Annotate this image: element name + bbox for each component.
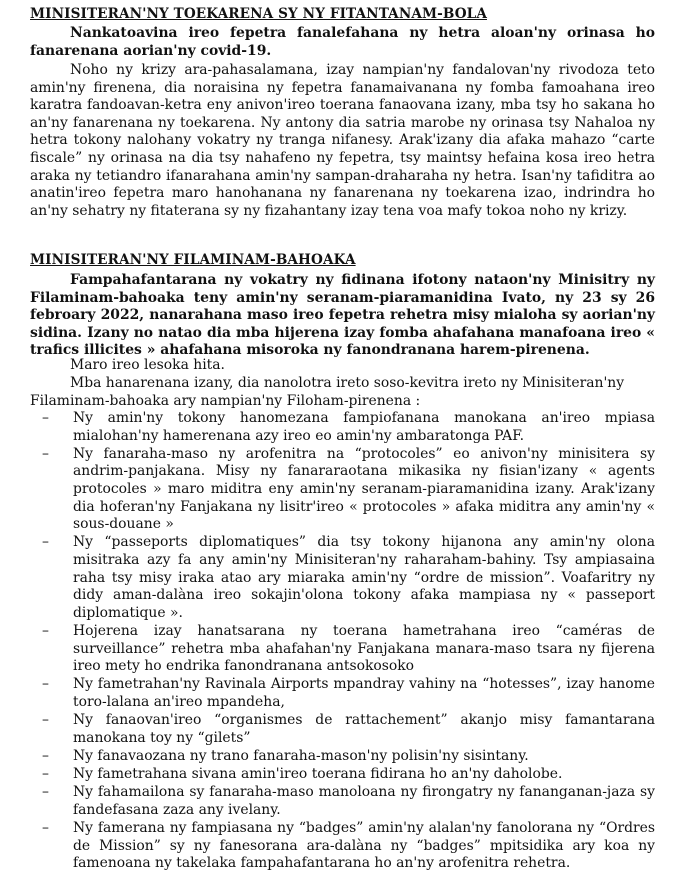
section2-heading: MINISITERAN'NY FILAMINAM-BAHOAKA — [30, 252, 356, 268]
section1-body: Noho ny krizy ara-pahasalamana, izay nampian'ny fandalovan'ny rivodoza teto amin'ny firenena, dia noraisina ny fepetra fanamaivanana ny fomba famoahana ireo karatra fandoavan-ketra eny anivon'ireo toerana fanaovana izany, mba tsy ho sakana ho an'ny fanarenana ny toekarena. Ny antony dia satria marobe ny orinasa tsy Nahaloa ny hetra tokony nalohany vokatry ny tranga nifanesy. Arak'izany dia afaka mahazo “carte fiscale” ny orinasa na dia tsy nahafeno ny fepetra, tsy maintsy hefaina kosa ireo hetra araka ny tetiandro ifanarahana amin'ny sampan-draharaha ny hetra. Isan'ny tafiditra ao anatin'ireo fepetra maro hanohanana ny fanarenana ny toekarena izao, indrindra ho an'ny sehatry ny fitaterana sy ny fizahantany izay tena voa mafy tokoa noho ny krizy. — [30, 62, 655, 219]
bullet-dash: – — [42, 820, 49, 836]
section1-heading: MINISITERAN'NY TOEKARENA SY NY FITANTANAM-BOLA — [30, 6, 487, 22]
list-item — [30, 676, 655, 711]
bullet-dash: – — [42, 622, 49, 639]
section2-line1: Maro ireo lesoka hita. — [70, 357, 225, 373]
list-item-text: Ny “passeports diplomatiques” dia tsy tokony hijanona any amin'ny olona misitraka azy fa any amin'ny Minisiteran'ny raharaham-bahiny. Tsy ampiasaina raha tsy misy iraka atao ary miaraka amin'ny “ordre de mission”. Voafaritry ny didy aman-dalàna ireo sokajin'olona tokony afaka mampiasa ny « passeport diplomatique ». — [73, 534, 655, 621]
list-item-text: Ny famerana ny fampiasana ny “badges” amin'ny alalan'ny fanolorana ny “Ordres de Mission” sy ny fanesorana ara-dalàna ny “badges” mpitsidika ary koa ny famenoana ny takelaka fampahafantarana ho an'ny arofenitra rehetra. — [73, 820, 655, 872]
bullet-dash: – — [42, 766, 49, 783]
measures-list — [30, 410, 655, 873]
list-item-text: Ny fahamailona sy fanaraha-maso manoloana ny firongatry ny fananganan-jaza sy fandefasana zaza any ivelany. — [73, 784, 655, 818]
list-item — [30, 784, 655, 819]
list-item — [30, 410, 655, 445]
bullet-dash: – — [42, 712, 49, 729]
section2-lead: Fampahafantarana ny vokatry ny fidinana ifotony nataon'ny Minisitry ny Filaminam-bahoaka teny amin'ny seranam-piaramanidina Ivato, ny 23 sy 26 febroary 2022, nanarahana maso ireo fepetra rehetra misy mialoha sy aorian'ny sidina. Izany no natao dia mba hijerena izay fomba ahafahana manafoana ireo « trafics illicites » ahafahana misoroka ny fanondranana harem-pirenena. — [30, 272, 655, 359]
list-item-text: Hojerena izay hanatsarana ny toerana hametrahana ireo “caméras de surveillance” rehetra mba ahafahan'ny Fanjakana manara-maso tsara ny fijerena ireo mety ho endrika fanondranana antsokosoko — [73, 622, 655, 675]
list-item — [30, 623, 655, 676]
list-item — [30, 748, 655, 766]
list-item — [30, 766, 655, 784]
list-item — [30, 534, 655, 622]
section2-line2: Mba hanarenana izany, dia nanolotra ireto soso-kevitra ireto ny Minisiteran'ny Filaminam-bahoaka ary nampian'ny Filoham-pirenena : — [30, 375, 625, 409]
list-item-text: Ny fanaraha-maso ny arofenitra na “protocoles” eo anivon'ny minisitera sy andrim-panjakana. Misy ny fanararaotana mikasika ny fisian'izany « agents protocoles » maro miditra eny amin'ny seranam-piaramanidina izany. Arak'izany dia hoferan'ny Fanjakana ny lisitr'ireo « protocoles » afaka miditra any amin'ny « sous-douane » — [73, 445, 655, 533]
list-item-text: Ny fanaovan'ireo “organismes de rattachement” akanjo misy famantarana manokana toy ny “gilets” — [73, 712, 655, 746]
list-item-text: Ny amin'ny tokony hanomezana fampiofanana manokana an'ireo mpiasa mialohan'ny hamerenana azy ireo eo amin'ny ambaratonga PAF. — [73, 410, 655, 444]
list-item — [30, 712, 655, 747]
list-item-text: Ny fametrahan'ny Ravinala Airports mpandray vahiny na “hotesses”, izay hanome toro-lalana an'ireo mpandeha, — [73, 676, 655, 710]
bullet-dash: – — [42, 747, 49, 764]
bullet-dash: – — [42, 410, 49, 426]
list-item — [30, 820, 655, 873]
list-item — [30, 446, 655, 534]
list-item-text: Ny fametrahana sivana amin'ireo toerana fidirana ho an'ny daholobe. — [73, 766, 563, 783]
bullet-dash: – — [42, 676, 49, 693]
bullet-dash: – — [42, 534, 49, 551]
bullet-dash: – — [42, 445, 49, 462]
bullet-dash: – — [42, 784, 49, 801]
list-item-text: Ny fanavaozana ny trano fanaraha-mason'ny polisin'ny sisintany. — [73, 747, 529, 764]
section1-lead: Nankatoavina ireo fepetra fanalefahana ny hetra aloan'ny orinasa ho fanarenana aorian'ny covid-19. — [30, 25, 655, 59]
